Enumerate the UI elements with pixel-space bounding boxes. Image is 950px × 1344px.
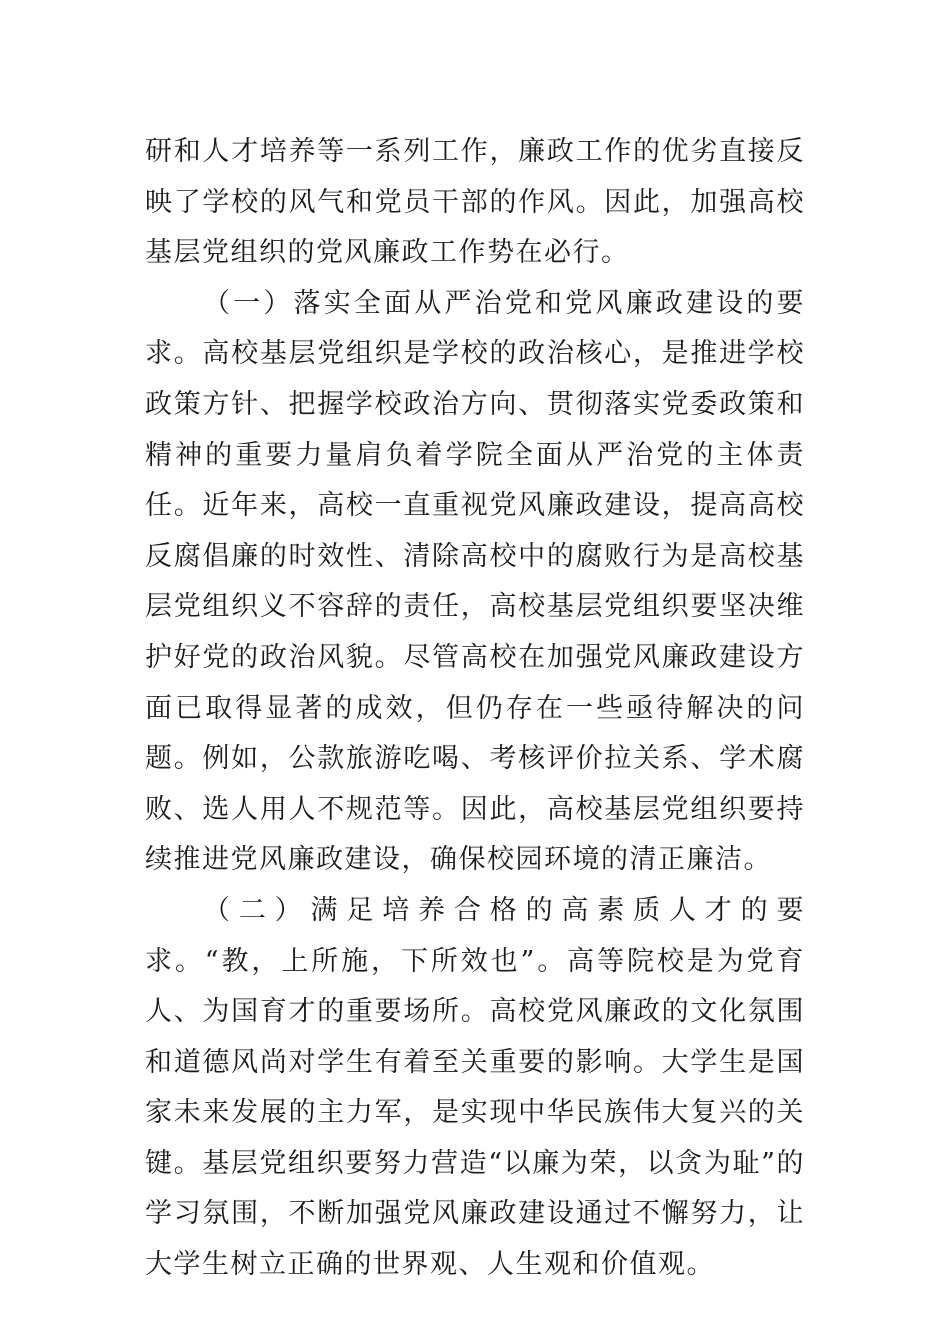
paragraph-continuation: 研和人才培养等一系列工作，廉政工作的优劣直接反映了学校的风气和党员干部的作风。因此，加强高校基层党组织的党风廉政工作势在必行。 — [145, 136, 805, 269]
paragraph-section-two: （二）满足培养合格的高素质人才的要求。“教，上所施，下所效也”。高等院校是为党育人、为国育才的重要场所。高校党风廉政的文化氛围和道德风尚对学生有着至关重要的影响。大学生是国家未来发展的主力军，是实现中华民族伟大复兴的关键。基层党组织要努力营造“以廉为荣，以贪为耻”的学习氛围，不断加强党风廉政建设通过不懈努力，让大学生树立正确的世界观、人生观和价值观。 — [145, 894, 805, 1281]
document-body — [145, 127, 805, 1291]
paragraph-section-one: （一）落实全面从严治党和党风廉政建设的要求。高校基层党组织是学校的政治核心，是推进学校政策方针、把握学校政治方向、贯彻落实党委政策和精神的重要力量肩负着学院全面从严治党的主体责任。近年来，高校一直重视党风廉政建设，提高高校反腐倡廉的时效性、清除高校中的腐败行为是高校基层党组织义不容辞的责任，高校基层党组织要坚决维护好党的政治风貌。尽管高校在加强党风廉政建设方面已取得显著的成效，但仍存在一些亟待解决的问题。例如，公款旅游吃喝、考核评价拉关系、学术腐败、选人用人不规范等。因此，高校基层党组织要持续推进党风廉政建设，确保校园环境的清正廉洁。 — [145, 287, 805, 876]
